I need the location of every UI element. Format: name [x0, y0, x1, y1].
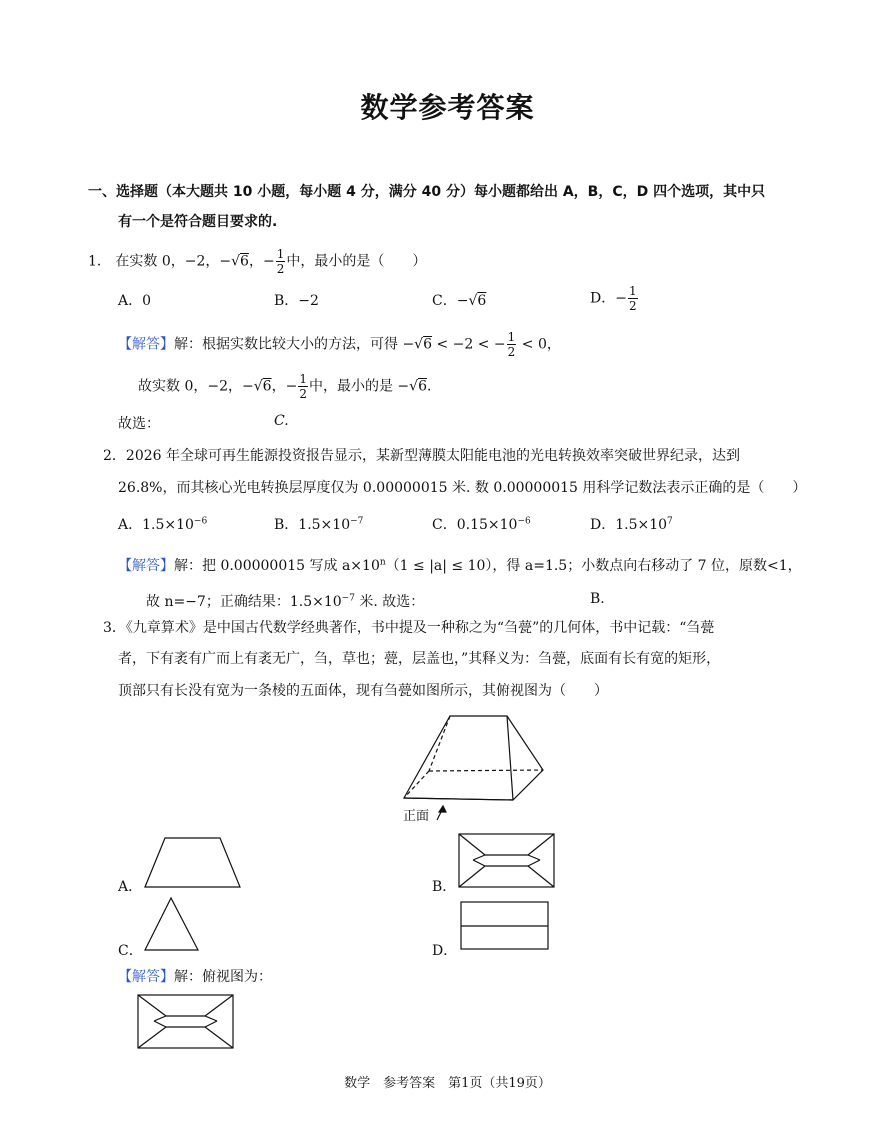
section-header-line2: 有一个是符合题目要求的. — [118, 214, 278, 230]
page-footer: 数学 参考答案 第1页（共19页） — [344, 1076, 551, 1091]
q3-option-d-label: D． — [432, 943, 458, 959]
q1-stem-text-b: ， — [248, 253, 263, 270]
edge — [154, 1021, 166, 1027]
q2-stem-line2: 26.8%，而其核心光电转换层厚度仅为 0.00000015 米. 数 0.00000015 用科学记数法表示正确的是（ ） — [118, 480, 807, 496]
q1-option-d: D．− $\frac{1}{2}$ — [590, 284, 637, 313]
edge — [154, 1016, 166, 1021]
q1-stem-fraction: $\frac{1}{2}$ — [276, 247, 285, 276]
q3-answer-tag: 【解答】 — [118, 969, 174, 985]
q1-stem-text-a: 在实数 0，−2， — [115, 253, 220, 270]
front-label: 正面 — [403, 809, 430, 824]
q2-answer-choice: B. — [590, 591, 605, 607]
edge — [205, 995, 233, 1016]
q2-answer-line1: 【解答】解：把 0.00000015 写成 $a\times 10^n(1 \le |a| \le 10)$，得 a=1.5；小数点向右移动了 7 位，原数<1， — [118, 557, 802, 574]
q2-option-d: D．$1.5\times 10^7$ — [590, 516, 673, 533]
q1-choose-value: C. — [274, 413, 289, 429]
triangle-shape — [145, 898, 198, 950]
hidden-edge-2 — [429, 770, 543, 771]
edge — [459, 866, 485, 887]
q1-stem-text-c: 中，最小的是（ ） — [286, 253, 427, 270]
q3-option-c-figure — [143, 895, 201, 953]
solid-edge — [507, 716, 513, 800]
q1-stem-sqrt: 6 — [240, 253, 249, 270]
rect-outline — [138, 995, 233, 1048]
q2-option-c: C．$0.15\times 10^{-6}$ — [432, 516, 531, 533]
edge — [528, 860, 540, 866]
edge — [528, 834, 554, 855]
edge — [473, 860, 485, 866]
q3-stem-line2: 者，下有袤有广而上有袤无广，刍，草也；甍，层盖也，”其释义为：刍甍，底面有长有宽的矩形， — [118, 651, 721, 667]
edge — [205, 1021, 217, 1027]
solid-front-edge — [404, 798, 513, 800]
q3-option-a-label: A． — [118, 879, 143, 895]
q2-option-a: A．$1.5\times 10^{-6}$ — [118, 516, 208, 533]
hidden-edge-1 — [429, 716, 450, 771]
q2-stem-line1: 2．2026 年全球可再生能源投资报告显示，某新型薄膜太阳能电池的光电转换效率突破世界纪录，达到 — [103, 448, 740, 464]
q1-option-b: B．−2 — [274, 293, 319, 309]
q1-answer-line1: 【解答】解：根据实数比较大小的方法，可得 −√6 < −2 < − $\frac{1}{2}$ < 0， — [118, 330, 561, 359]
edge — [138, 1027, 166, 1048]
q1-number: 1． — [88, 253, 111, 270]
q2-option-b: B．$1.5\times 10^{-7}$ — [274, 516, 364, 533]
q3-option-a-figure — [143, 834, 243, 890]
section-header-line1: 一、选择题（本大题共 10 小题，每小题 4 分，满分 40 分）每小题都给出 A，B，C，D 四个选项，其中只 — [88, 184, 766, 200]
q1-option-a: A．0 — [118, 293, 152, 309]
edge — [205, 1027, 233, 1048]
q1-answer-line2: 故实数 0，−2，−√6，− $\frac{1}{2}$ 中，最小的是 −√6. — [138, 372, 432, 401]
q3-stem-line1: 3．《九章算术》是中国古代数学经典著作，书中提及一种称之为“刍甍”的几何体，书中记载：“刍甍 — [103, 620, 715, 636]
q2-answer-line2: 故 n=−7；正确结果：$1.5\times 10^{-7}$ 米. 故选： — [146, 593, 425, 610]
edge — [528, 866, 554, 887]
edge — [459, 834, 485, 855]
front-arrow-head — [439, 806, 446, 812]
edge — [205, 1016, 217, 1021]
q3-option-b-label: B． — [432, 879, 457, 895]
edge — [473, 855, 485, 860]
q3-option-c-label: C． — [118, 943, 143, 959]
page-title: 数学参考答案 — [360, 91, 535, 124]
q1-stem: 1． 在实数 0，−2，−√6，− $\frac{1}{2}$ 中，最小的是（ ） — [88, 247, 427, 276]
q3-option-b-figure — [457, 832, 557, 890]
q2-answer-tag: 【解答】 — [118, 558, 174, 574]
trapezoid-shape — [145, 838, 240, 887]
q1-choose-label: 故选： — [118, 416, 160, 432]
q3-stem-line3: 顶部只有长没有宽为一条棱的五面体，现有刍甍如图所示，其俯视图为（ ） — [118, 683, 608, 699]
q3-answer-figure — [136, 993, 236, 1051]
edge — [138, 995, 166, 1016]
q1-option-c: C．−√6 — [432, 293, 487, 309]
q3-answer: 【解答】解：俯视图为： — [118, 969, 272, 985]
solid-outline — [404, 716, 543, 800]
q3-option-d-figure — [459, 900, 551, 952]
q1-answer-tag: 【解答】 — [118, 336, 174, 353]
edge — [528, 855, 540, 860]
